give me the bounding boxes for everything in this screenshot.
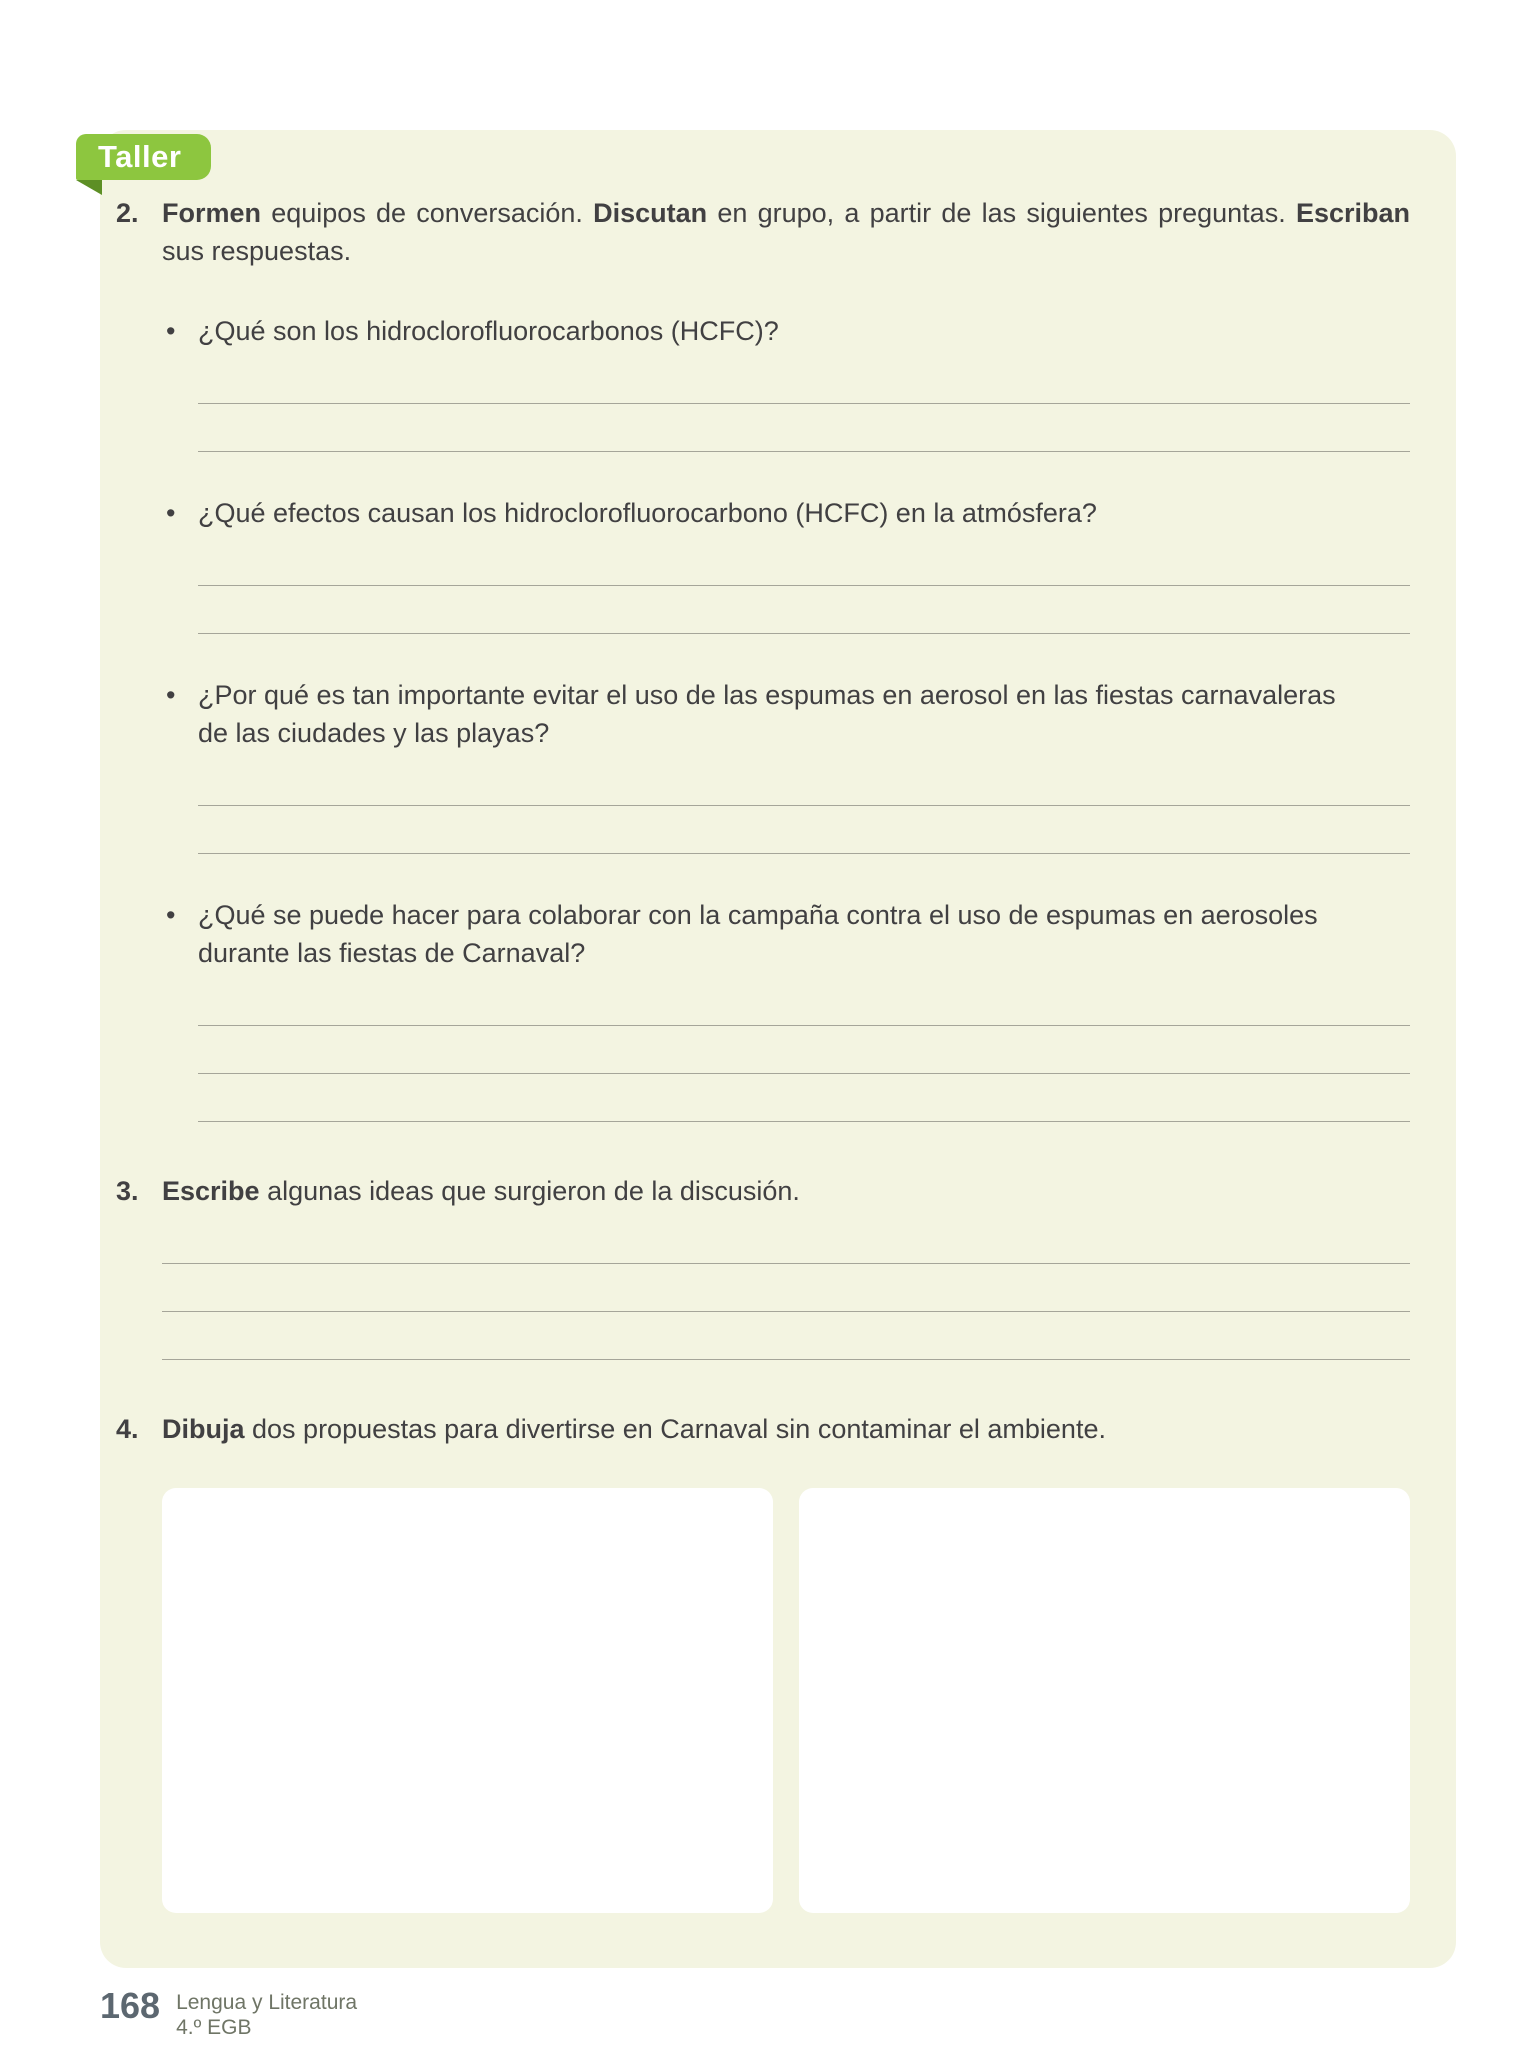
exercise-2-number: 2. xyxy=(116,198,139,228)
tab-fold-triangle xyxy=(76,180,102,195)
exercise-2 xyxy=(116,194,1410,1122)
taller-tab-label: Taller xyxy=(98,139,182,174)
instruction-bold-segment: Discutan xyxy=(593,198,708,228)
question-2 xyxy=(162,494,1410,634)
question-3-content xyxy=(198,676,1410,854)
bullet-marker: • xyxy=(166,316,176,346)
answer-line xyxy=(198,404,1410,452)
answer-line xyxy=(198,538,1410,586)
instruction-bold-segment: Escribe xyxy=(162,1176,260,1206)
question-2-content xyxy=(198,494,1410,634)
footer-meta xyxy=(176,1988,357,2040)
instruction-bold-segment: Formen xyxy=(162,198,262,228)
answer-line xyxy=(162,1312,1410,1360)
exercise-2-body xyxy=(162,194,1410,1122)
worksheet-content xyxy=(100,130,1456,1913)
answer-line xyxy=(198,1026,1410,1074)
instruction-text-segment: equipos de conversación. xyxy=(261,198,594,228)
answer-line xyxy=(198,806,1410,854)
question-1-text: ¿Qué son los hidroclorofluorocarbonos (HCFC)? xyxy=(198,316,779,346)
bullet-marker: • xyxy=(166,680,176,710)
question-4-text: ¿Qué se puede hacer para colaborar con la campaña contra el uso de espumas en aerosoles durante las fiestas de Carnaval? xyxy=(198,900,1318,968)
bullet-marker: • xyxy=(166,498,176,528)
answer-line xyxy=(162,1216,1410,1264)
question-1-content xyxy=(198,312,1410,452)
question-3-answer-lines xyxy=(198,758,1410,854)
answer-line xyxy=(198,356,1410,404)
drawing-box-2 xyxy=(799,1488,1410,1913)
question-4-content xyxy=(198,896,1410,1122)
bullet-marker: • xyxy=(166,900,176,930)
exercise-3-number: 3. xyxy=(116,1176,139,1206)
drawing-box-1 xyxy=(162,1488,773,1913)
question-4 xyxy=(162,896,1410,1122)
footer-grade: 4.º EGB xyxy=(176,2016,252,2039)
instruction-text-segment: algunas ideas que surgieron de la discusión. xyxy=(259,1176,800,1206)
page-number: 168 xyxy=(100,1985,161,2026)
question-3-text: ¿Por qué es tan importante evitar el uso de las espumas en aerosol en las fiestas carnavaleras de las ciudades y las playas? xyxy=(198,680,1336,748)
worksheet-panel xyxy=(100,130,1456,1968)
exercise-3-instruction xyxy=(162,1172,1410,1210)
taller-tab xyxy=(76,134,211,180)
question-1 xyxy=(162,312,1410,452)
exercise-4-instruction xyxy=(162,1410,1410,1448)
exercise-4-number: 4. xyxy=(116,1414,139,1444)
question-2-answer-lines xyxy=(198,538,1410,634)
answer-line xyxy=(198,1074,1410,1122)
exercise-3-body xyxy=(162,1172,1410,1360)
instruction-text-segment: en grupo, a partir de las siguientes preguntas. xyxy=(707,198,1296,228)
answer-line xyxy=(198,758,1410,806)
instruction-text-segment: dos propuestas para divertirse en Carnaval sin contaminar el ambiente. xyxy=(244,1414,1106,1444)
question-3 xyxy=(162,676,1410,854)
exercise-3 xyxy=(116,1172,1410,1360)
instruction-text-segment: sus respuestas. xyxy=(162,236,352,266)
answer-line xyxy=(198,978,1410,1026)
exercise-4-body xyxy=(162,1410,1410,1913)
exercise-2-instruction xyxy=(162,194,1410,270)
page-footer xyxy=(100,1985,358,2040)
answer-line xyxy=(198,586,1410,634)
exercise-4 xyxy=(116,1410,1410,1913)
footer-subject: Lengua y Literatura xyxy=(176,1991,358,2014)
question-1-answer-lines xyxy=(198,356,1410,452)
question-2-text: ¿Qué efectos causan los hidroclorofluorocarbono (HCFC) en la atmósfera? xyxy=(198,498,1097,528)
instruction-bold-segment: Dibuja xyxy=(162,1414,245,1444)
drawing-boxes-row xyxy=(162,1488,1410,1913)
instruction-bold-segment: Escriban xyxy=(1295,198,1410,228)
question-4-answer-lines xyxy=(198,978,1410,1122)
exercise-3-answer-lines xyxy=(162,1216,1410,1360)
answer-line xyxy=(162,1264,1410,1312)
